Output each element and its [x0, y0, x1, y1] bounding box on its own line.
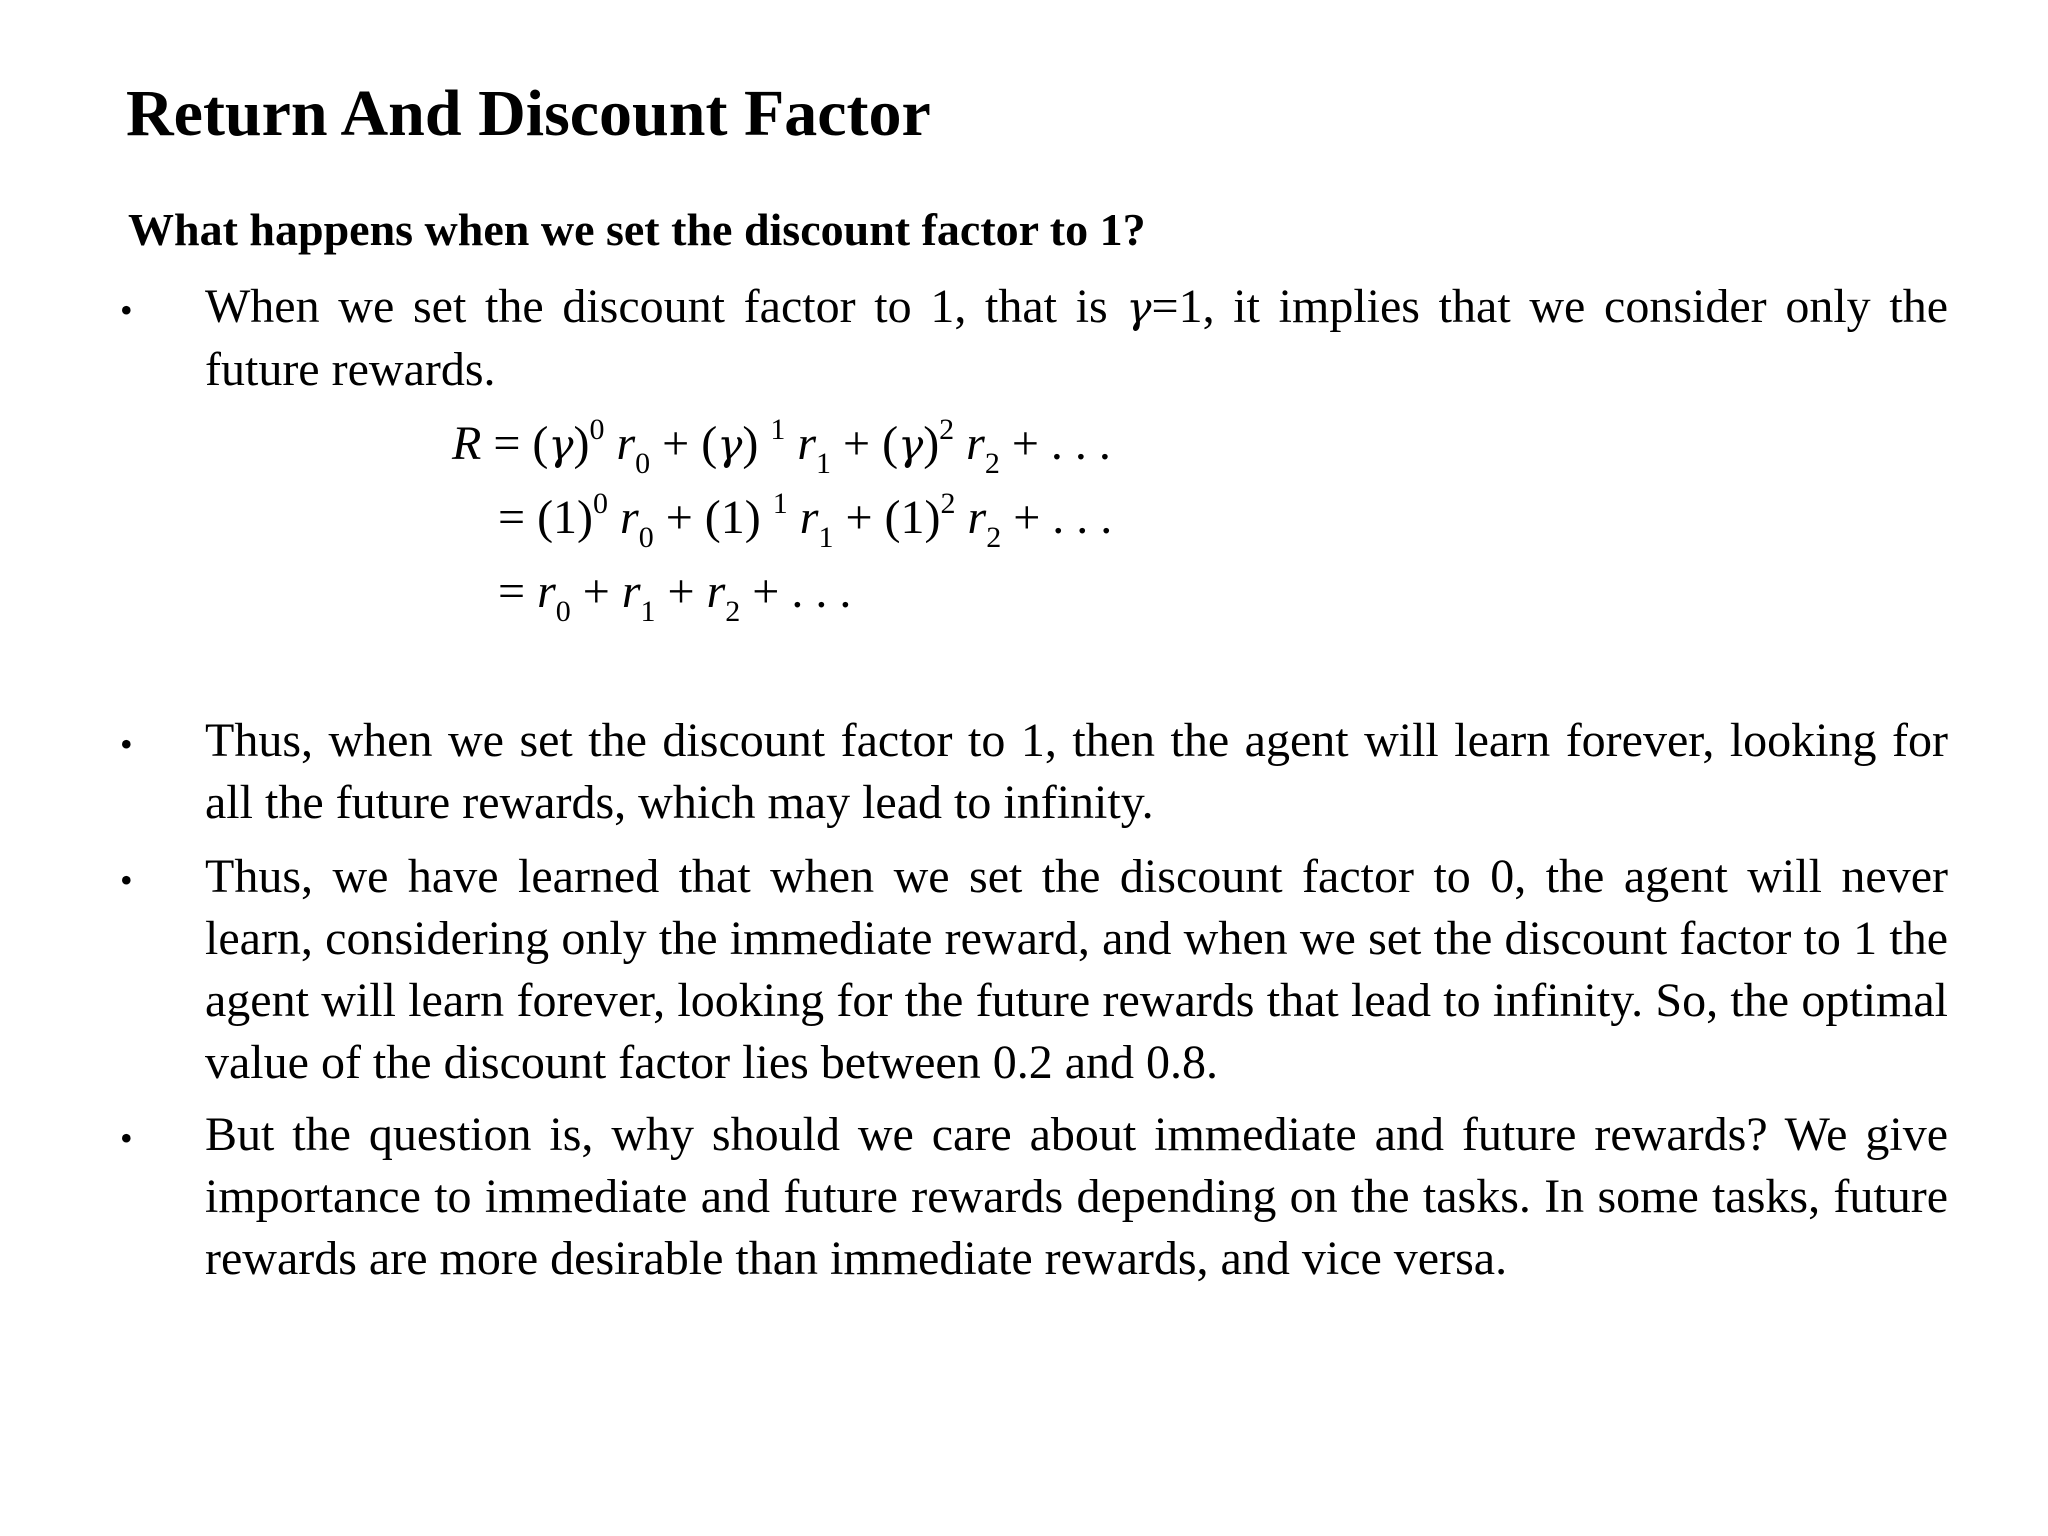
bullet-marker: •	[120, 724, 133, 764]
bullet-marker: •	[120, 860, 133, 900]
gamma-symbol: γ	[1126, 283, 1152, 332]
bullet-marker: •	[120, 290, 133, 330]
bullet-text-3: Thus, we have learned that when we set the discount factor to 0, the agent will never learn, considering only the immediate reward, and when we set the discount factor to 1 the agent will learn forever, looking for the future rewards that lead to infinity. So, the optimal value of the discount factor lies between 0.2 and 0.8.	[205, 850, 1948, 1089]
slide-title: Return And Discount Factor	[126, 77, 931, 150]
equation-line-1: $R = (\gamma)^0$ $r_0 + (\gamma)$ $^1$ $r_1 + (\gamma)^2$ $r_2$ + . . .	[452, 413, 1111, 480]
equation-line-3: = $r_0 + r_1 + r_2$ + . . .	[498, 565, 852, 628]
bullet-marker: •	[120, 1118, 133, 1158]
equation-line-2: = $(1)^0$ $r_0 + (1)$ $^1$ $r_1 + (1)^2$ $r_2$ + . . .	[498, 487, 1113, 554]
bullet-text-4: But the question is, why should we care about immediate and future rewards? We give importance to immediate and future rewards depending on the tasks. In some tasks, future rewards are more desirable than immediate rewards, and vice versa.	[205, 1108, 1948, 1285]
question-heading: What happens when we set the discount factor to 1?	[128, 204, 1146, 255]
bullet-text-2: Thus, when we set the discount factor to 1, then the agent will learn forever, looking for all the future rewards, which may lead to infinity.	[205, 714, 1948, 829]
bullet-1-text-b: =1, it implies that we consider only the future rewards.	[205, 280, 1948, 396]
bullet-text-1	[205, 276, 1948, 401]
bullet-1-text-a: When we set the discount factor to 1, that is	[205, 280, 1127, 333]
